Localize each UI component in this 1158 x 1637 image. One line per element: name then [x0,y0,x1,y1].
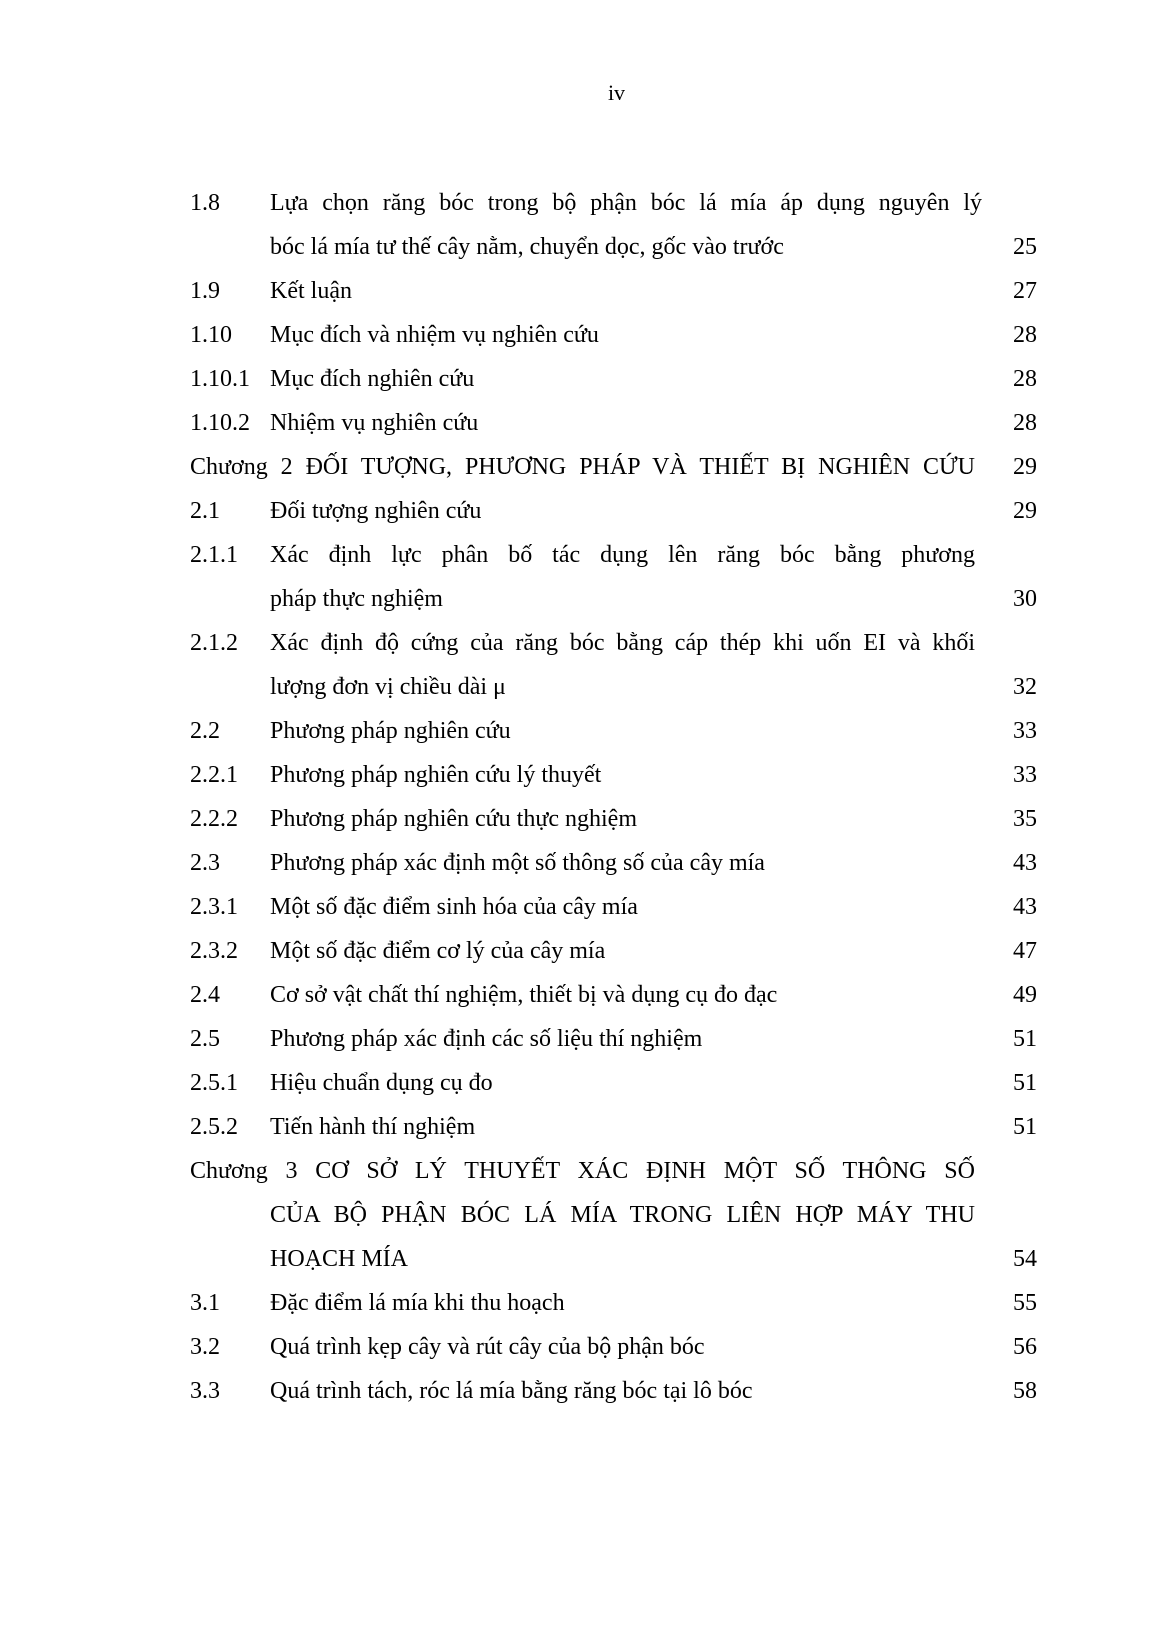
toc-entry-number: 1.8 [190,190,220,216]
toc-entry-page: 54 [1013,1246,1037,1272]
toc-entry-title: Cơ sở vật chất thí nghiệm, thiết bị và dụng cụ đo đạc [270,982,778,1008]
toc-entry-2-1-2-continued [190,665,1037,709]
toc-entry-title: Phương pháp nghiên cứu thực nghiệm [270,806,637,832]
toc-entry-page: 51 [1013,1070,1037,1096]
toc-entry-2-4 [190,973,1037,1017]
toc-entry-number: 2.5.2 [190,1114,238,1140]
toc-entry-number: 2.1 [190,498,220,524]
toc-entry-title: Một số đặc điểm cơ lý của cây mía [270,938,606,964]
toc-entry-number: 2.3.2 [190,938,238,964]
toc-entry-title: Quá trình kẹp cây và rút cây của bộ phận bóc [270,1334,705,1360]
toc-entry-title: lượng đơn vị chiều dài μ [270,674,506,700]
toc-entry-number: 2.3.1 [190,894,238,920]
toc-entry-title: Mục đích nghiên cứu [270,366,475,392]
toc-entry-number: 2.3 [190,850,220,876]
toc-entry-title: Xác định lực phân bố tác dụng lên răng bóc bằng phương [270,542,975,568]
toc-entry-page: 35 [1013,806,1037,832]
toc-entry-1-10-1 [190,357,1037,401]
toc-entry-title: Lựa chọn răng bóc trong bộ phận bóc lá mía áp dụng nguyên lý [270,190,982,216]
toc-entry-title: pháp thực nghiệm [270,586,443,612]
toc-entry-number: 2.5.1 [190,1070,238,1096]
toc-entry-1-8 [190,181,1037,225]
toc-entry-3-3 [190,1369,1037,1413]
toc-entry-number: 3.3 [190,1378,220,1404]
toc-entry-page: 51 [1013,1026,1037,1052]
toc-chapter-2 [190,445,1037,489]
toc-entry-1-8-continued [190,225,1037,269]
toc-entry-number: 1.10.1 [190,366,250,392]
toc-entry-2-1-1 [190,533,1037,577]
toc-entry-page: 28 [1013,322,1037,348]
toc-entry-2-3-2 [190,929,1037,973]
toc-entry-page: 47 [1013,938,1037,964]
toc-entry-number: 2.1.2 [190,630,238,656]
toc-entry-number: 1.10 [190,322,232,348]
toc-entry-title: Xác định độ cứng của răng bóc bằng cáp thép khi uốn EI và khối [270,630,975,656]
toc-chapter-title: CỦA BỘ PHẬN BÓC LÁ MÍA TRONG LIÊN HỢP MÁY THU [270,1202,975,1228]
toc-entry-page: 49 [1013,982,1037,1008]
toc-entry-2-2-1 [190,753,1037,797]
toc-entry-page: 30 [1013,586,1037,612]
toc-entry-2-5-1 [190,1061,1037,1105]
toc-entry-number: 2.5 [190,1026,220,1052]
toc-entry-title: Phương pháp xác định các số liệu thí nghiệm [270,1026,703,1052]
toc-entry-2-1-1-continued [190,577,1037,621]
toc-entry-page: 55 [1013,1290,1037,1316]
toc-entry-number: 2.4 [190,982,220,1008]
toc-entry-page: 28 [1013,366,1037,392]
toc-entry-page: 28 [1013,410,1037,436]
toc-entry-page: 32 [1013,674,1037,700]
toc-entry-page: 51 [1013,1114,1037,1140]
toc-entry-page: 33 [1013,718,1037,744]
toc-entry-2-1 [190,489,1037,533]
toc-entry-2-5 [190,1017,1037,1061]
toc-entry-number: 3.1 [190,1290,220,1316]
toc-entry-title: Hiệu chuẩn dụng cụ đo [270,1070,493,1096]
toc-entry-1-10 [190,313,1037,357]
toc-entry-2-5-2 [190,1105,1037,1149]
toc-chapter-3-continued [190,1237,1037,1281]
toc-entry-title: Phương pháp nghiên cứu lý thuyết [270,762,602,788]
toc-entry-title: Một số đặc điểm sinh hóa của cây mía [270,894,638,920]
toc-entry-title: Đặc điểm lá mía khi thu hoạch [270,1290,565,1316]
table-of-contents [190,181,1037,1413]
toc-entry-number: 2.2.2 [190,806,238,832]
toc-entry-number: 3.2 [190,1334,220,1360]
toc-entry-2-1-2 [190,621,1037,665]
toc-entry-title: Tiến hành thí nghiệm [270,1114,476,1140]
page-number: iv [607,80,626,105]
toc-entry-1-9 [190,269,1037,313]
toc-entry-page: 43 [1013,850,1037,876]
toc-entry-title: Kết luận [270,278,352,304]
toc-entry-3-2 [190,1325,1037,1369]
toc-entry-page: 29 [1013,454,1037,480]
toc-entry-title: Quá trình tách, róc lá mía bằng răng bóc tại lô bóc [270,1378,753,1404]
toc-entry-page: 33 [1013,762,1037,788]
toc-entry-number: 2.2.1 [190,762,238,788]
toc-chapter-title: HOẠCH MÍA [270,1246,408,1272]
toc-entry-page: 56 [1013,1334,1037,1360]
toc-entry-3-1 [190,1281,1037,1325]
toc-chapter-3 [190,1149,1037,1193]
toc-entry-page: 43 [1013,894,1037,920]
toc-entry-number: 1.10.2 [190,410,250,436]
toc-entry-title: bóc lá mía tư thế cây nằm, chuyển dọc, gốc vào trước [270,234,784,260]
toc-entry-2-2-2 [190,797,1037,841]
toc-entry-2-3 [190,841,1037,885]
toc-entry-page: 29 [1013,498,1037,524]
toc-entry-1-10-2 [190,401,1037,445]
toc-entry-number: 1.9 [190,278,220,304]
toc-entry-page: 27 [1013,278,1037,304]
toc-chapter-3-continued [190,1193,1037,1237]
toc-entry-2-2 [190,709,1037,753]
toc-entry-title: Phương pháp nghiên cứu [270,718,511,744]
toc-entry-title: Đối tượng nghiên cứu [270,498,482,524]
toc-entry-number: 2.1.1 [190,542,238,568]
toc-entry-2-3-1 [190,885,1037,929]
toc-entry-page: 58 [1013,1378,1037,1404]
toc-entry-number: 2.2 [190,718,220,744]
toc-chapter-title: Chương 3 CƠ SỞ LÝ THUYẾT XÁC ĐỊNH MỘT SỐ THÔNG SỐ [190,1158,975,1184]
toc-entry-title: Nhiệm vụ nghiên cứu [270,410,479,436]
toc-entry-page: 25 [1013,234,1037,260]
toc-entry-title: Mục đích và nhiệm vụ nghiên cứu [270,322,599,348]
toc-entry-title: Phương pháp xác định một số thông số của cây mía [270,850,765,876]
toc-chapter-title: Chương 2 ĐỐI TƯỢNG, PHƯƠNG PHÁP VÀ THIẾT BỊ NGHIÊN CỨU [190,454,975,480]
